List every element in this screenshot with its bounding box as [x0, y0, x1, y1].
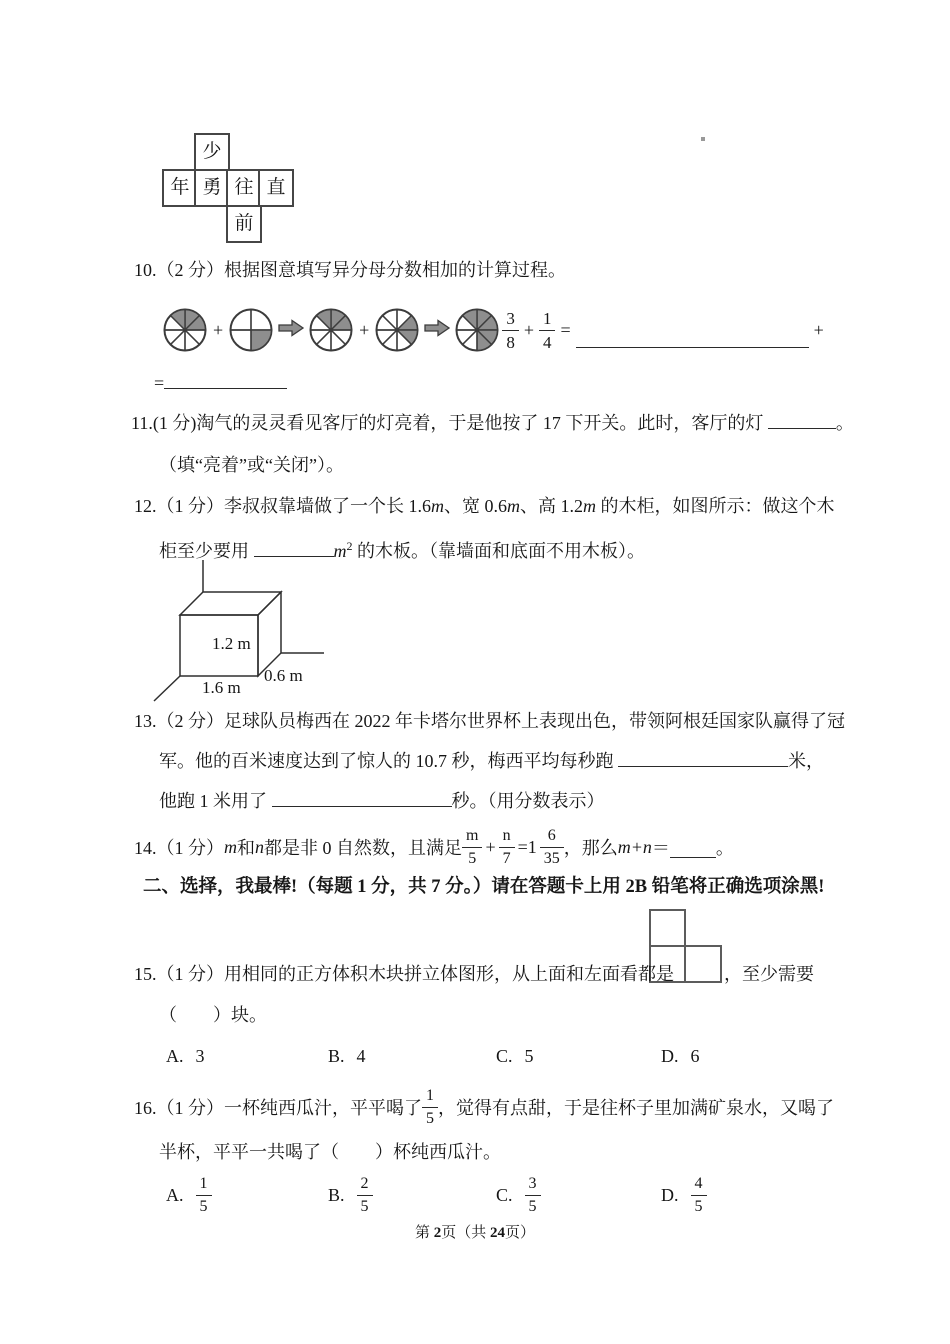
denominator: 8 [502, 330, 519, 352]
text: 半杯，平平一共喝了（ ）杯纯西瓜汁。 [159, 1142, 501, 1162]
numerator: 1 [542, 308, 552, 328]
question-14-line [134, 824, 734, 870]
net-char: 年 [170, 177, 190, 198]
box-top-face [180, 592, 281, 615]
numerator: 2 [360, 1174, 369, 1192]
fraction-circle-1-4 [228, 307, 274, 353]
text: 的木板。（靠墙面和底面不用木板）。 [352, 541, 645, 561]
option-15-b [328, 1046, 366, 1067]
text: （ ）块。 [159, 1005, 267, 1025]
net-cell-row-3 [258, 169, 294, 207]
question-11-line-1 [131, 412, 854, 434]
plus-sign: + [485, 836, 496, 857]
option-15-a [166, 1046, 205, 1067]
fraction-1-4 [539, 309, 556, 352]
plus-sign: + [359, 319, 370, 340]
page-number: 2 [433, 1225, 442, 1241]
net-cell-row-0 [162, 169, 198, 207]
option-label: A. [166, 1046, 184, 1066]
superscript-2: 2 [346, 539, 353, 553]
text: 16.（1 分）一杯纯西瓜汁，平平喝了 [134, 1098, 422, 1118]
denominator: 35 [540, 847, 564, 868]
italic-m: m [583, 496, 596, 516]
text: 、宽 0.6 [444, 496, 507, 516]
italic-n: n [255, 836, 264, 857]
question-10-label: 10.（2 分）根据图意填写异分母分数相加的计算过程。 [134, 260, 566, 280]
option-label: B. [328, 1046, 345, 1066]
net-cell-bottom [226, 205, 262, 243]
fraction-m-5 [462, 827, 482, 868]
box-right-face [258, 592, 281, 676]
text: 、高 1.2 [520, 496, 583, 516]
italic-m: m [333, 541, 347, 561]
equals-sign: ＝ [651, 838, 670, 858]
footer-text: 页） [505, 1225, 536, 1241]
question-11-hint: （填“亮着”或“关闭”）。 [159, 455, 344, 475]
denominator: 5 [462, 847, 482, 868]
denominator: 5 [691, 1195, 707, 1216]
italic-m: m [431, 496, 444, 516]
option-fraction [691, 1175, 707, 1216]
text: 13.（2 分）足球队员梅西在 2022 年卡塔尔世界杯上表现出色，带领阿根廷国家队赢得了冠 [134, 711, 845, 731]
floor-corner-line [154, 676, 180, 701]
numerator: 6 [547, 826, 556, 844]
text: ，觉得有点甜，于是往杯子里加满矿泉水，又喝了 [438, 1098, 834, 1118]
stray-mark [701, 137, 705, 141]
question-11-line-2 [159, 454, 344, 476]
option-label: A. [166, 1184, 184, 1205]
question-16-line-2 [159, 1141, 501, 1163]
answer-blank [670, 842, 716, 858]
question-13-line-1 [134, 710, 845, 732]
numerator: 4 [694, 1174, 703, 1192]
numerator: 1 [199, 1174, 208, 1192]
equals-sign: = [154, 373, 165, 393]
l-shape-cell [684, 945, 722, 983]
net-char: 往 [234, 177, 254, 198]
denominator: 5 [196, 1195, 212, 1216]
answer-blank [164, 373, 287, 389]
footer-text: 页（共 [441, 1225, 490, 1241]
period: 。 [715, 838, 734, 858]
numerator: 3 [528, 1174, 537, 1192]
text: 和 [237, 838, 255, 858]
question-15-line-1 [134, 963, 674, 985]
option-value: 5 [524, 1046, 534, 1066]
option-label: C. [496, 1184, 513, 1205]
option-16-d [661, 1172, 707, 1218]
numerator: 1 [426, 1086, 434, 1104]
answer-blank [768, 413, 836, 429]
denominator: 4 [539, 330, 556, 352]
net-cell-top [194, 133, 230, 171]
equals-one: =1 [517, 836, 537, 857]
plus-sign: + [523, 319, 534, 340]
option-fraction [196, 1175, 212, 1216]
option-value: 6 [690, 1046, 700, 1066]
fraction-6-35 [540, 827, 564, 868]
question-16-line-1 [134, 1082, 834, 1132]
question-13-line-2 [159, 750, 824, 772]
option-value: 3 [195, 1046, 205, 1066]
total-pages: 24 [490, 1225, 505, 1241]
text: 15.（1 分）用相同的正方体积木块拼立体图形，从上面和左面看都是 [134, 964, 674, 984]
question-13-line-3 [159, 790, 605, 812]
option-fraction [357, 1175, 373, 1216]
answer-blank [576, 332, 809, 348]
question-10-text [134, 259, 566, 281]
text: ，至少需要 [724, 964, 814, 984]
net-char: 前 [234, 213, 254, 234]
answer-blank [272, 791, 452, 807]
option-label: D. [661, 1046, 679, 1066]
text: 米， [788, 751, 824, 771]
text: 秒。（用分数表示） [451, 791, 605, 811]
option-16-c [496, 1172, 541, 1218]
l-shape-cell [649, 909, 686, 947]
arrow-right-icon [278, 318, 304, 343]
length-label: 1.6 m [202, 678, 241, 697]
fraction-3-8 [502, 309, 519, 352]
denominator: 5 [525, 1195, 541, 1216]
numerator: 3 [506, 308, 515, 328]
arrow-right-icon [424, 318, 450, 343]
fraction-n-7 [499, 827, 515, 868]
fraction-circle-3-8 [162, 307, 208, 353]
option-16-a [166, 1172, 212, 1218]
answer-blank [618, 751, 788, 767]
net-cell-row-1 [194, 169, 230, 207]
text: 他跑 1 米用了 [159, 791, 272, 811]
width-label: 0.6 m [264, 666, 303, 685]
fraction-circle-5-8 [454, 307, 500, 353]
plus-sign: + [213, 319, 224, 340]
option-label: D. [661, 1184, 679, 1205]
equation-line-2 [154, 372, 287, 394]
option-15-c [496, 1046, 534, 1067]
text: 14.（1 分） [134, 838, 224, 858]
italic-expression: m+n [617, 836, 652, 857]
option-label: B. [328, 1184, 345, 1205]
italic-m: m [224, 836, 237, 857]
option-15-d [661, 1046, 700, 1067]
text: 军。他的百米速度达到了惊人的 10.7 秒，梅西平均每秒跑 [159, 751, 618, 771]
net-char: 勇 [202, 177, 222, 198]
equals-sign: = [560, 319, 571, 340]
numerator: m [466, 826, 479, 844]
text: ，那么 [563, 838, 618, 858]
fraction-circle-3-8-common [308, 307, 354, 353]
denominator: 5 [422, 1107, 438, 1128]
period: 。 [835, 413, 854, 433]
fraction-circle-2-8 [374, 307, 420, 353]
text: 的木柜，如图所示：做这个木 [596, 496, 835, 516]
option-value: 4 [356, 1046, 366, 1066]
footer-text: 第 [414, 1225, 434, 1241]
fraction-circles-row [162, 304, 827, 356]
denominator: 7 [499, 847, 515, 868]
denominator: 5 [357, 1195, 373, 1216]
question-15-line-1-tail [724, 963, 814, 985]
option-label: C. [496, 1046, 513, 1066]
option-16-b [328, 1172, 373, 1218]
answer-blank [254, 541, 334, 557]
fraction-1-5 [422, 1087, 438, 1128]
heading-text: 二、选择，我最棒!（每题 1 分，共 7 分。）请在答题卡上用 2B 铅笔将正确选项涂黑! [143, 877, 825, 897]
net-char: 少 [202, 141, 222, 162]
text: 都是非 0 自然数，且满足 [264, 838, 462, 858]
text: 12.（1 分）李叔叔靠墙做了一个长 1.6 [134, 496, 431, 516]
page-footer [0, 1221, 950, 1242]
question-12-line-1 [134, 495, 835, 517]
option-fraction [525, 1175, 541, 1216]
question-15-line-2 [159, 1004, 267, 1026]
numerator: n [502, 826, 511, 844]
plus-sign: + [813, 319, 824, 340]
net-char: 直 [266, 177, 286, 198]
cabinet-box-figure [146, 556, 336, 713]
italic-m: m [507, 496, 520, 516]
section-2-heading [143, 876, 824, 898]
height-label: 1.2 m [212, 634, 251, 653]
net-cell-row-2 [226, 169, 262, 207]
question-11-text: 11.(1 分)淘气的灵灵看见客厅的灯亮着，于是他按了 17 下开关。此时，客厅的灯 [131, 413, 764, 433]
text: 柜至少要用 [159, 541, 254, 561]
